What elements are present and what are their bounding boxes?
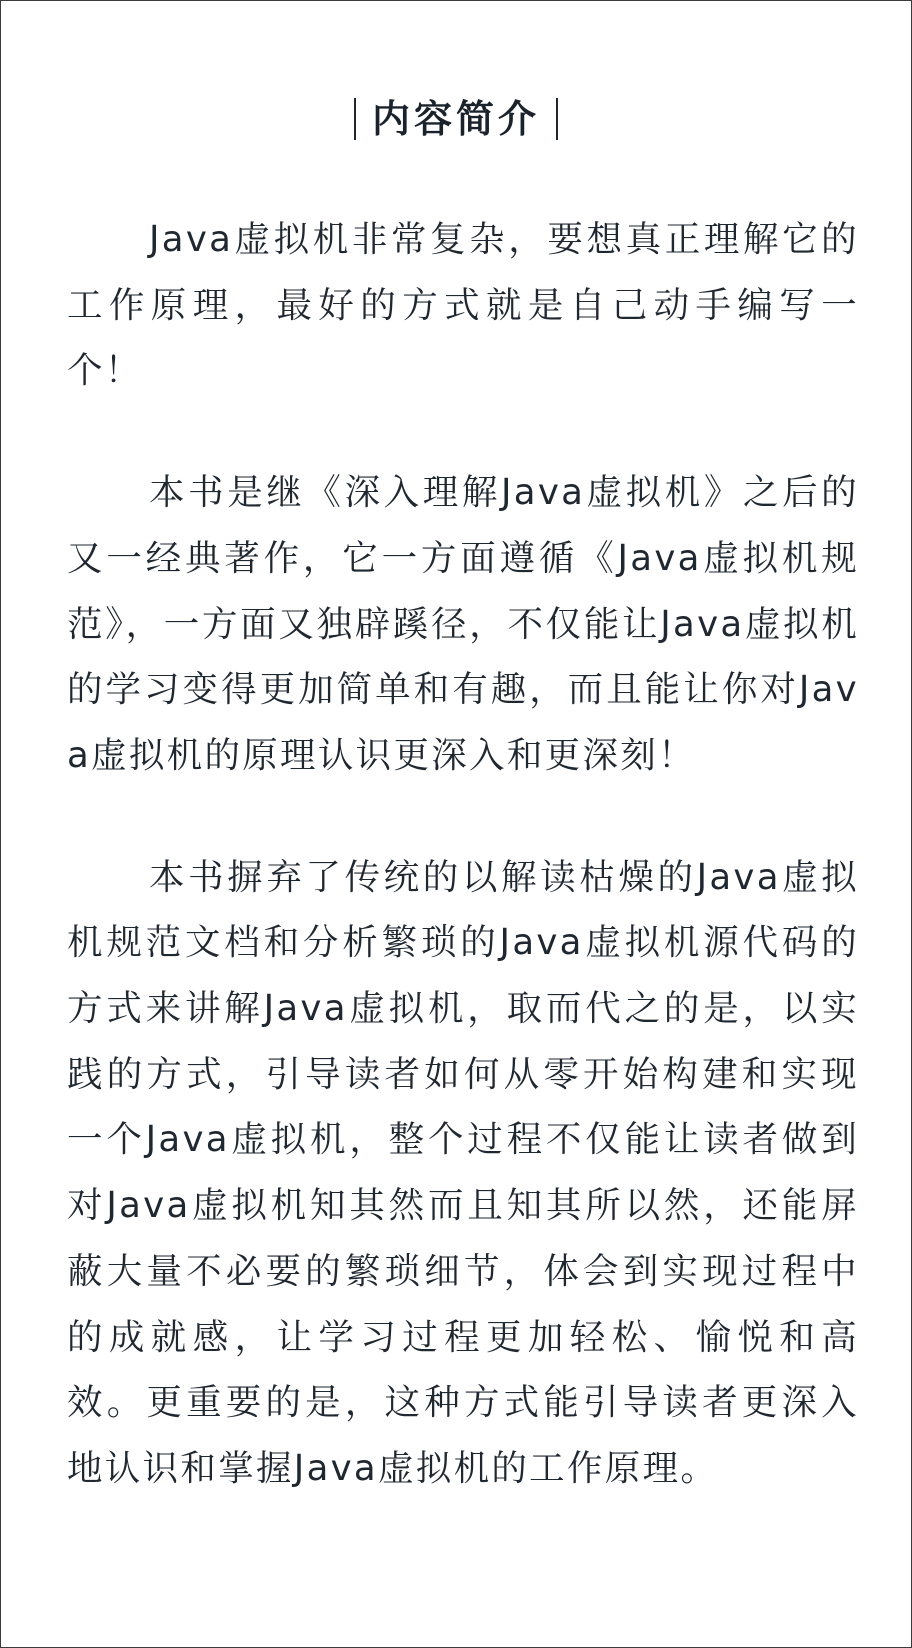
heading-right-bar xyxy=(556,98,558,140)
paragraph-1: Java虚拟机非常复杂，要想真正理解它的工作原理，最好的方式就是自己动手编写一个！ xyxy=(67,219,859,392)
introduction-body xyxy=(67,207,859,1502)
heading-left-bar xyxy=(354,98,356,140)
page-title: 内容简介 xyxy=(371,97,540,141)
paragraph-2: 本书是继《深入理解Java虚拟机》之后的又一经典著作，它一方面遵循《Java虚拟机规范》，一方面又独辟蹊径，不仅能让Java虚拟机的学习变得更加简单和有趣，而且能让你对Java虚拟机的原理认识更深入和更深刻！ xyxy=(67,472,859,776)
paragraph-3: 本书摒弃了传统的以解读枯燥的Java虚拟机规范文档和分析繁琐的Java虚拟机源代码的方式来讲解Java虚拟机，取而代之的是，以实践的方式，引导读者如何从零开始构建和实现一个Java虚拟机，整个过程不仅能让读者做到对Java虚拟机知其然而且知其所以然，还能屏蔽大量不必要的繁琐细节，体会到实现过程中的成就感，让学习过程更加轻松、愉悦和高效。更重要的是，这种方式能引导读者更深入地认识和掌握Java虚拟机的工作原理。 xyxy=(67,856,859,1489)
section-heading xyxy=(1,95,911,143)
